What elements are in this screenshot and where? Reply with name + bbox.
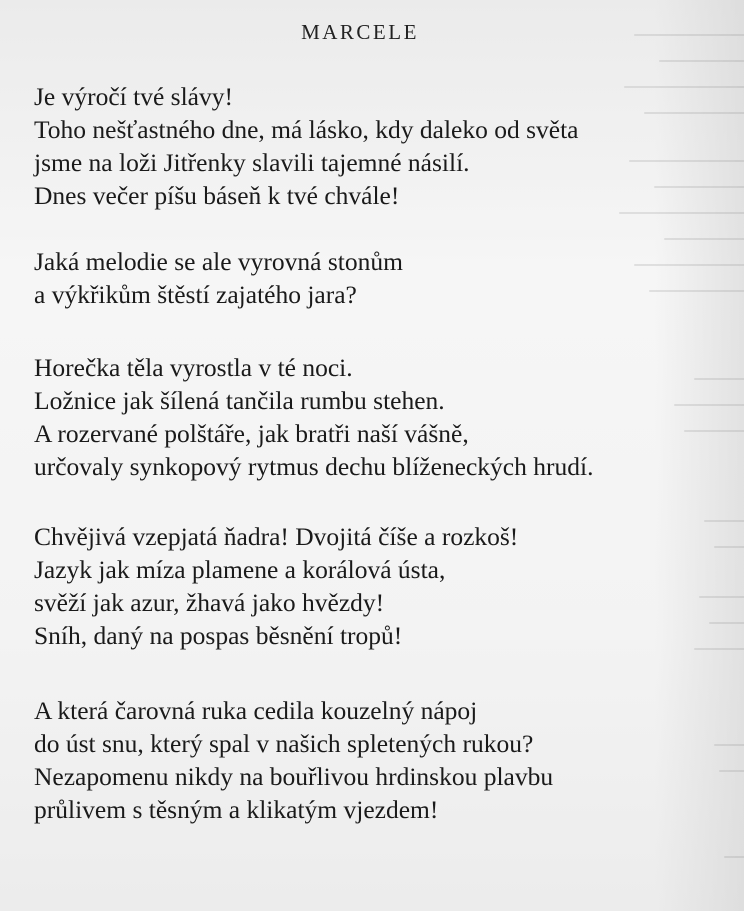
poem-line: a výkřikům štěstí zajatého jara?: [34, 280, 357, 309]
poem-line: Jaká melodie se ale vyrovná stonům: [34, 247, 403, 276]
poem-line: jsme na loži Jitřenky slavili tajemné násilí.: [34, 148, 470, 177]
poem-line: Toho nešťastného dne, má lásko, kdy daleko od světa: [34, 115, 579, 144]
stanza-2: [34, 245, 724, 311]
stanza-4: [34, 520, 724, 652]
poem-line: Horečka těla vyrostla v té noci.: [34, 353, 353, 382]
poem-title: MARCELE: [301, 20, 419, 44]
stanza-3: [34, 351, 724, 483]
stanza-1: [34, 80, 724, 212]
poem-body: [34, 80, 724, 859]
poem-line: určovaly synkopový rytmus dechu blíženeckých hrudí.: [34, 452, 594, 481]
poem-line: Ložnice jak šílená tančila rumbu stehen.: [34, 386, 445, 415]
poem-line: Chvějivá vzepjatá ňadra! Dvojitá číše a rozkoš!: [34, 522, 519, 551]
poem-line: do úst snu, který spal v našich spletených rukou?: [34, 729, 534, 758]
poem-line: A která čarovná ruka cedila kouzelný nápoj: [34, 696, 478, 725]
poem-line: Nezapomenu nikdy na bouřlivou hrdinskou plavbu: [34, 762, 554, 791]
stanza-5: [34, 694, 724, 826]
poem-line: Dnes večer píšu báseň k tvé chvále!: [34, 181, 400, 210]
poem-line: Jazyk jak míza plamene a korálová ústa,: [34, 555, 446, 584]
poem-line: A rozervané polštáře, jak bratři naší vášně,: [34, 419, 469, 448]
poem-line: průlivem s těsným a klikatým vjezdem!: [34, 795, 439, 824]
poem-line: Je výročí tvé slávy!: [34, 82, 233, 111]
poem-line: Sníh, daný na pospas běsnění tropů!: [34, 621, 403, 650]
poem-line: svěží jak azur, žhavá jako hvězdy!: [34, 588, 385, 617]
